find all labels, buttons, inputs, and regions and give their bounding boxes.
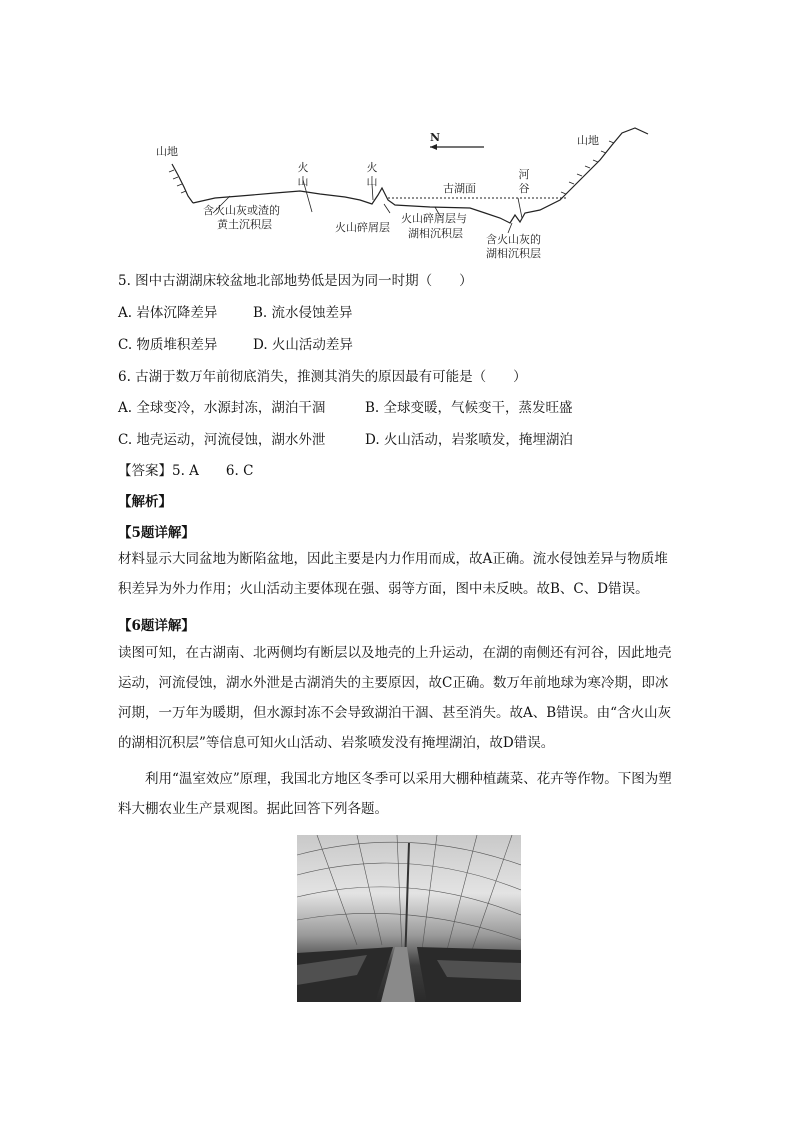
analysis-heading: 【解析】 — [118, 494, 172, 510]
detail-6-heading: 【6题详解】 — [118, 618, 195, 634]
question-6-option-a: A. 全球变冷，水源封冻，湖泊干涸 — [118, 400, 326, 416]
question-6-stem: 6. 古湖于数万年前彻底消失，推测其消失的原因最有可能是（ ） — [118, 369, 527, 385]
question-5-option-d: D. 火山活动差异 — [253, 337, 353, 353]
question-6-option-c: C. 地壳运动，河流侵蚀，湖水外泄 — [118, 432, 326, 448]
greenhouse-illustration — [297, 835, 521, 1002]
question-6-option-b: B. 全球变暖，气候变干，蒸发旺盛 — [365, 400, 573, 416]
label-debris-lake-2: 湖相沉积层 — [408, 227, 463, 240]
label-mountain-right: 山地 — [577, 134, 599, 147]
label-loess-layer-2: 黄土沉积层 — [217, 218, 272, 231]
label-debris-lake-1: 火山碎屑层与 — [401, 212, 467, 225]
label-volcano-2-top: 火 — [366, 161, 378, 174]
greenhouse-photo — [297, 835, 521, 1002]
cross-section-diagram — [0, 0, 794, 270]
label-loess-layer-1: 含火山灰或渣的 — [203, 204, 280, 217]
label-river-valley-bottom: 谷 — [518, 182, 530, 195]
detail-6-text: 读图可知，在古湖南、北两侧均有断层以及地壳的上升运动，在湖的南侧还有河谷，因此地壳运动，河流侵蚀，湖水外泄是古湖消失的主要原因，故C正确。数万年前地球为寒冷期，即冰河期，一万年为暖期，但水源封冻不会导致湖泊干涸、甚至消失。故A、B错误。由“含火山灰的湖相沉积层”等信息可知火山活动、岩浆喷发没有掩埋湖泊，故D错误。 — [118, 645, 672, 751]
detail-5-text: 材料显示大同盆地为断陷盆地，因此主要是内力作用而成，故A正确。流水侵蚀差异与物质堆积差异为外力作用；火山活动主要体现在强、弱等方面，图中未反映。故B、C、D错误。 — [118, 551, 668, 597]
answer-line: 【答案】5. A 6. C — [118, 463, 254, 479]
detail-5-heading: 【5题详解】 — [118, 525, 195, 541]
label-volcano-2-bottom: 山 — [366, 175, 378, 188]
label-ash-lake-2: 湖相沉积层 — [486, 247, 541, 260]
label-volcano-1-top: 火 — [297, 161, 309, 174]
label-mountain-left: 山地 — [156, 145, 178, 158]
question-5-option-b: B. 流水侵蚀差异 — [253, 305, 353, 321]
label-river-valley-top: 河 — [518, 168, 530, 181]
question-5-stem: 5. 图中古湖湖床较盆地北部地势低是因为同一时期（ ） — [118, 273, 473, 289]
question-5-option-c: C. 物质堆积差异 — [118, 337, 218, 353]
label-volcano-1-bottom: 山 — [297, 175, 309, 188]
intro-paragraph: 利用“温室效应”原理，我国北方地区冬季可以采用大棚种植蔬菜、花卉等作物。下图为塑料大棚农业生产景观图。据此回答下列各题。 — [118, 771, 672, 817]
cross-section-lines — [0, 0, 794, 270]
north-arrow-label: N — [430, 131, 441, 144]
label-ash-lake-1: 含火山灰的 — [486, 233, 541, 246]
question-5-option-a: A. 岩体沉降差异 — [118, 305, 218, 321]
question-6-option-d: D. 火山活动，岩浆喷发，掩埋湖泊 — [365, 432, 573, 448]
label-ancient-lake-surface: 古湖面 — [443, 182, 476, 195]
label-volcanic-debris: 火山碎屑层 — [335, 221, 390, 234]
